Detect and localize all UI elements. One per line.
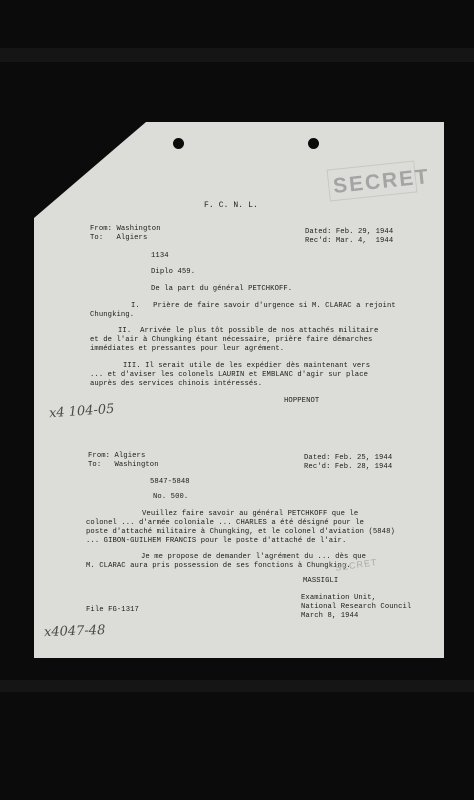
footer-file-number: File FG-1317	[86, 606, 139, 614]
msg1-to: To: Algiers	[90, 234, 148, 242]
secret-stamp: SECRET	[332, 164, 432, 199]
faint-stamp: SECRET	[334, 557, 379, 573]
msg2-no: No. 500.	[153, 493, 189, 501]
punch-hole	[173, 138, 184, 149]
msg1-intro: De la part du général PETCHKOFF.	[151, 285, 293, 293]
msg2-number: 5847-5848	[150, 478, 190, 486]
document-header: F. C. N. L.	[204, 201, 258, 210]
msg1-dated: Dated: Feb. 29, 1944	[305, 228, 394, 236]
footer-unit-line2: National Research Council	[301, 603, 412, 611]
footer-unit-line3: March 8, 1944	[301, 612, 359, 620]
msg1-para3-line2: ... et d'aviser les colonels LAURIN et EMBLANC d'agir sur place	[90, 371, 369, 379]
film-band	[0, 48, 474, 62]
msg2-para1-line1: Veuillez faire savoir au général PETCHKOFF que le	[142, 510, 359, 518]
msg2-para1-line2: colonel ... d'armée coloniale ... CHARLES a été désigné pour le	[86, 519, 365, 527]
msg2-recd: Rec'd: Feb. 28, 1944	[304, 463, 393, 471]
punch-hole	[308, 138, 319, 149]
msg2-signature: MASSIGLI	[303, 577, 339, 585]
msg2-para2-line2: M. CLARAC aura pris possession de ses fonctions à Chungking.	[86, 562, 351, 570]
msg1-from: From: Washington	[90, 225, 161, 233]
msg1-para1-line1: I. Prière de faire savoir d'urgence si M. CLARAC a rejoint	[131, 302, 396, 310]
msg2-dated: Dated: Feb. 25, 1944	[304, 454, 393, 462]
handwritten-note: x4047-48	[43, 622, 106, 641]
handwritten-note: x4 104-05	[48, 401, 115, 422]
msg1-para2-line1: II. Arrivée le plus tôt possible de nos attachés militaire	[118, 327, 379, 335]
footer-unit-line1: Examination Unit,	[301, 594, 377, 602]
msg2-to: To: Washington	[88, 461, 159, 469]
msg1-diplo: Diplo 459.	[151, 268, 196, 276]
msg1-number: 1134	[151, 252, 169, 260]
msg1-recd: Rec'd: Mar. 4, 1944	[305, 237, 394, 245]
msg2-para1-line3: poste d'attaché militaire à Chungking, et le colonel d'aviation (5848)	[86, 528, 395, 536]
msg1-signature: HOPPENOT	[284, 397, 320, 405]
msg1-para3-line1: III. Il serait utile de les expédier dès maintenant vers	[123, 362, 371, 370]
msg2-para2-line1: Je me propose de demander l'agrément du ... dès que	[141, 553, 367, 561]
msg1-para1-line2: Chungking.	[90, 311, 135, 319]
msg1-para3-line3: auprès des services chinois intéressés.	[90, 380, 263, 388]
msg1-para2-line3: immédiates et pressantes pour leur agrément.	[90, 345, 285, 353]
msg2-from: From: Algiers	[88, 452, 146, 460]
msg1-para2-line2: et de l'air à Chungking étant nécessaire, prière faire démarches	[90, 336, 373, 344]
msg2-para1-line4: ... GIBON-GUILHEM FRANCIS pour le poste d'attaché de l'air.	[86, 537, 347, 545]
film-band	[0, 680, 474, 692]
